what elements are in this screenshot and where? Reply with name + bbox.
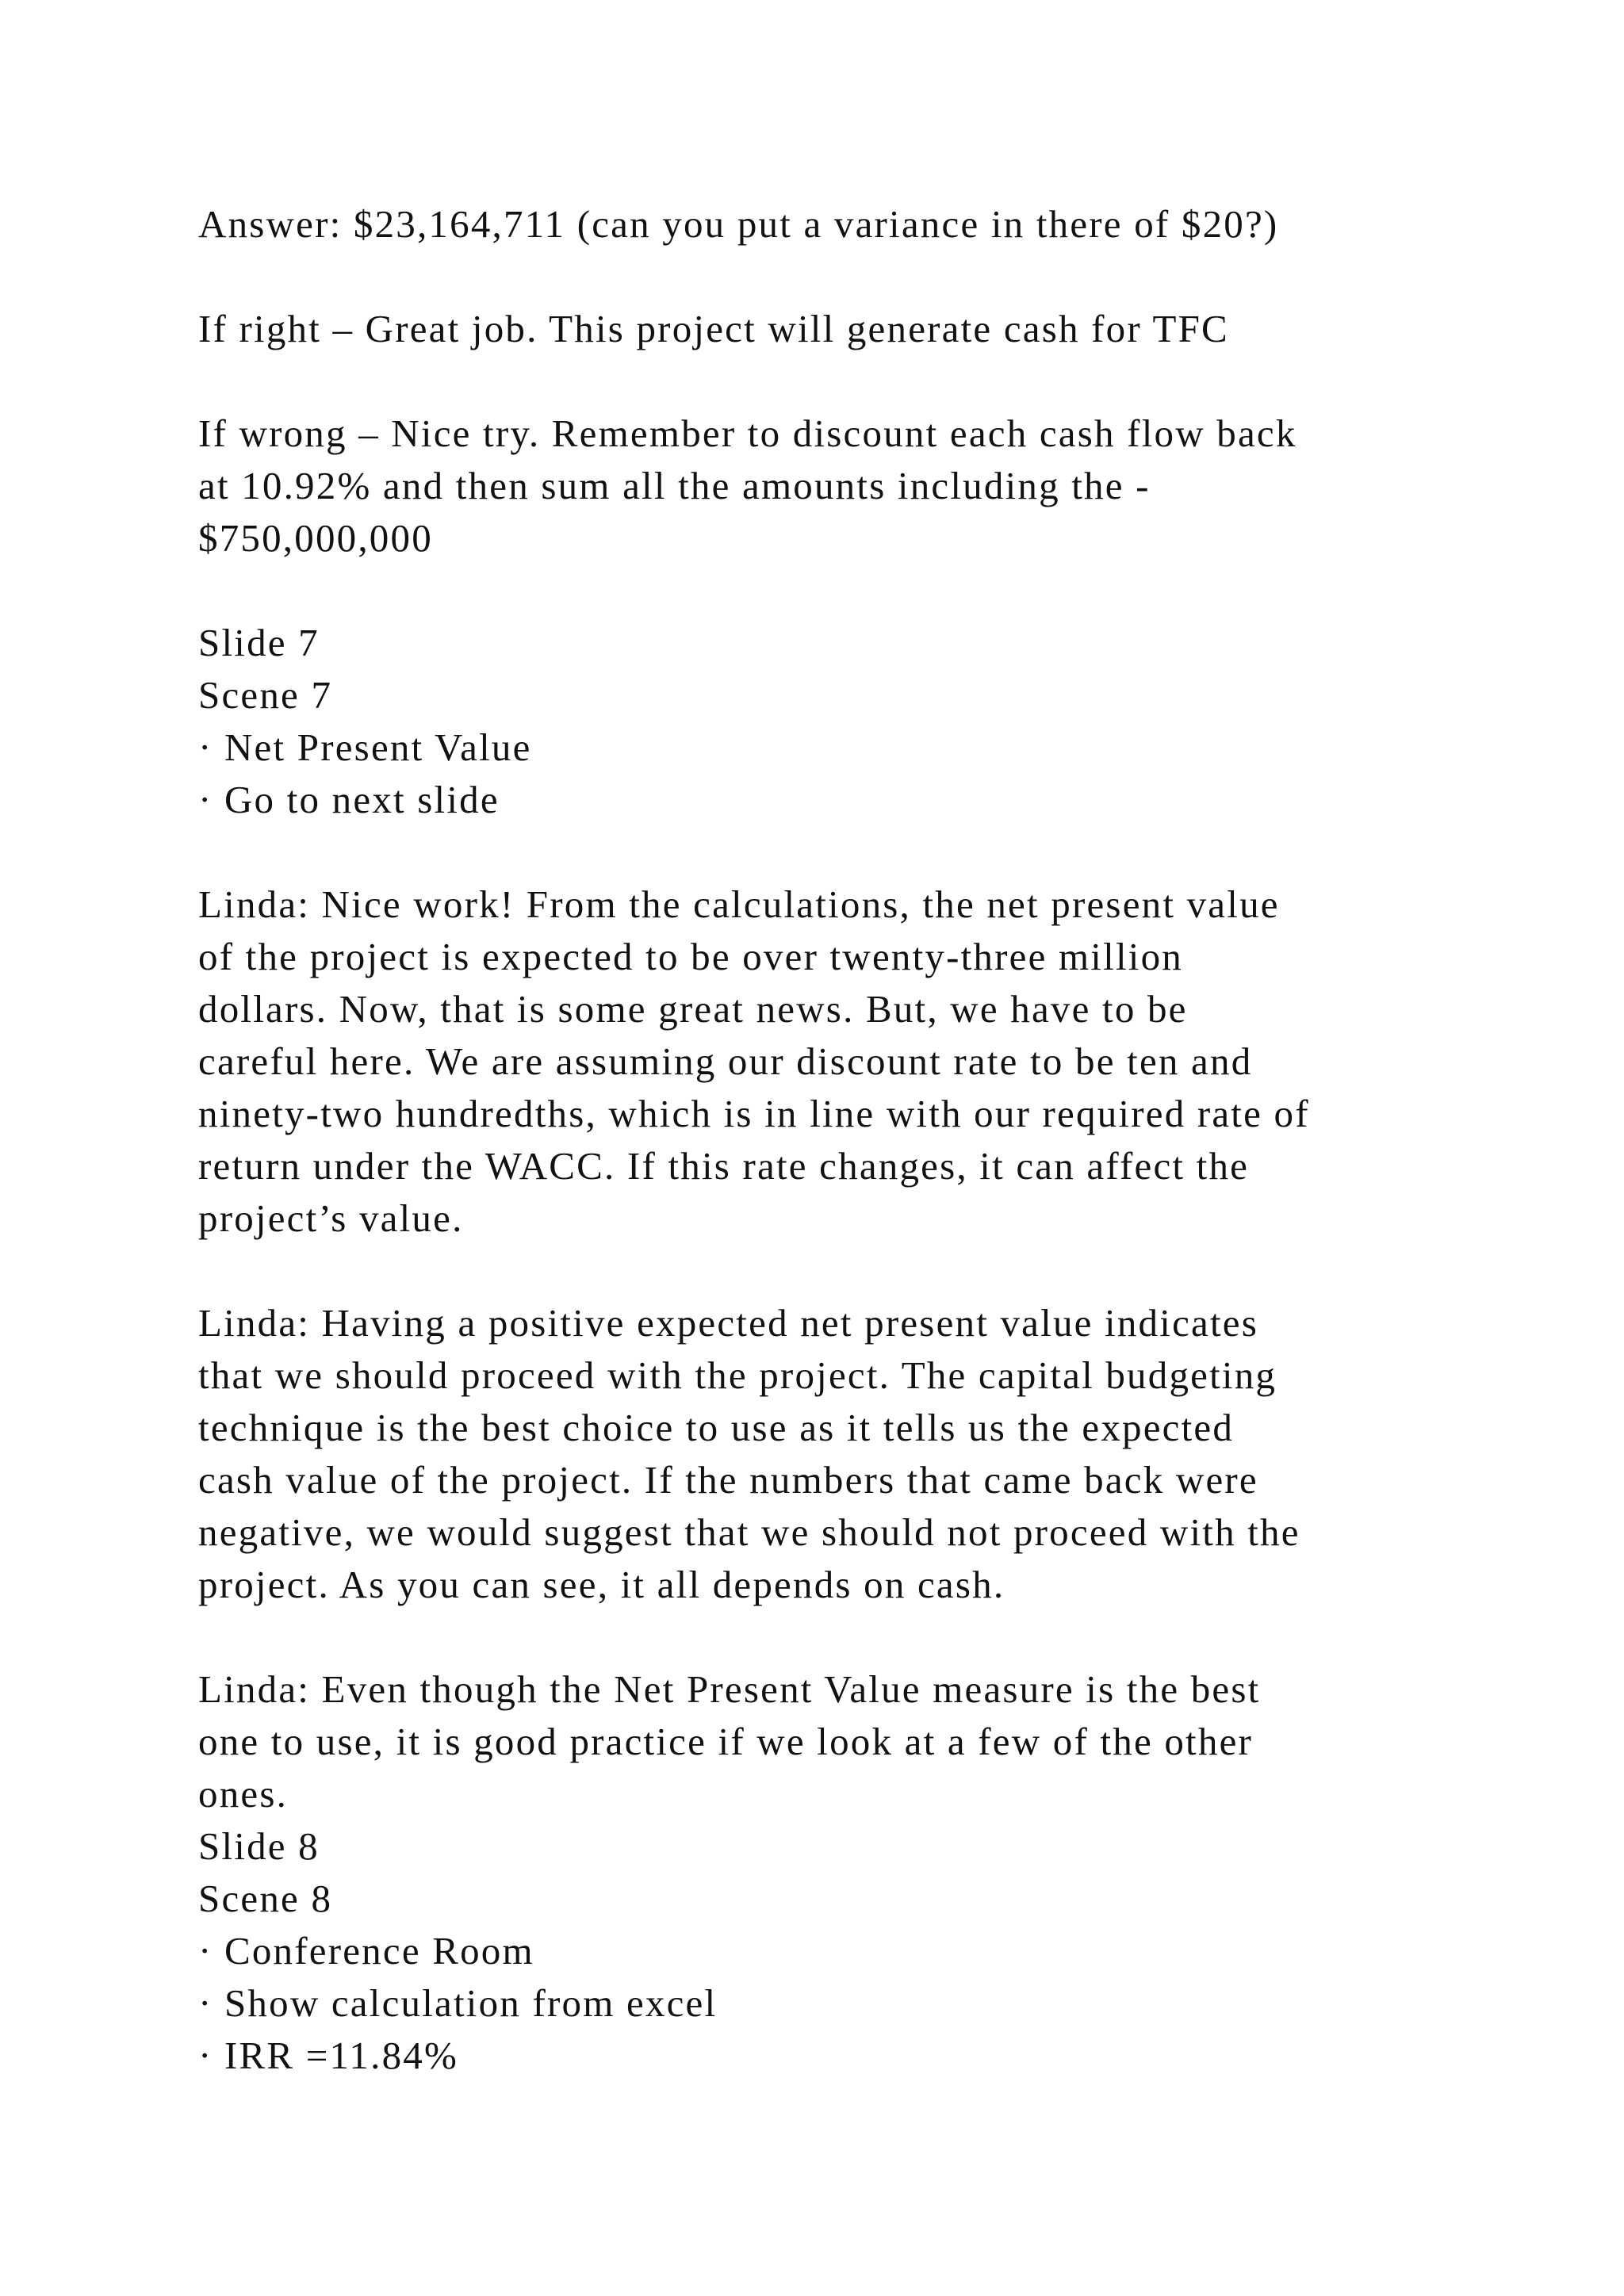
paragraph-line: of the project is expected to be over twenty-three million — [198, 935, 1183, 978]
slide-8-block — [198, 1820, 1467, 2082]
paragraph-line: technique is the best choice to use as it tells us the expected — [198, 1406, 1235, 1449]
spacer — [198, 1611, 1467, 1663]
spacer — [198, 251, 1467, 303]
linda-paragraph-1 — [198, 878, 1467, 1245]
bullet-item: · Go to next slide — [198, 778, 500, 821]
paragraph-line: one to use, it is good practice if we look at a few of the other — [198, 1720, 1254, 1763]
spacer — [198, 826, 1467, 878]
paragraph-line: at 10.92% and then sum all the amounts including the - — [198, 464, 1151, 507]
paragraph-line: project. As you can see, it all depends on cash. — [198, 1563, 1005, 1606]
linda-paragraph-3 — [198, 1663, 1467, 1820]
paragraph-line: Linda: Having a positive expected net present value indicates — [198, 1301, 1258, 1345]
spacer — [198, 564, 1467, 617]
spacer — [198, 355, 1467, 408]
paragraph-line: Linda: Nice work! From the calculations, the net present value — [198, 882, 1280, 926]
paragraph-line: return under the WACC. If this rate changes, it can affect the — [198, 1144, 1250, 1188]
slide-7-block — [198, 617, 1467, 826]
paragraph-line: Linda: Even though the Net Present Value measure is the best — [198, 1667, 1261, 1711]
bullet-item: · Net Present Value — [198, 725, 532, 769]
paragraph-line: that we should proceed with the project. The capital budgeting — [198, 1353, 1277, 1397]
slide-heading: Slide 8 — [198, 1824, 320, 1868]
linda-paragraph-2 — [198, 1297, 1467, 1611]
paragraph-line: project’s value. — [198, 1196, 464, 1240]
bullet-item: · IRR =11.84% — [198, 2034, 458, 2077]
paragraph-line: ones. — [198, 1772, 289, 1816]
document-body — [198, 198, 1467, 2082]
paragraph-line: $750,000,000 — [198, 516, 433, 560]
paragraph-line: careful here. We are assuming our discount rate to be ten and — [198, 1039, 1253, 1083]
paragraph-line: If wrong – Nice try. Remember to discount each cash flow back — [198, 411, 1297, 455]
if-wrong-paragraph — [198, 408, 1467, 564]
paragraph-line: dollars. Now, that is some great news. But, we have to be — [198, 987, 1188, 1031]
bullet-item: · Show calculation from excel — [198, 1981, 718, 2025]
bullet-item: · Conference Room — [198, 1929, 534, 1973]
spacer — [198, 1245, 1467, 1297]
slide-heading: Slide 7 — [198, 621, 320, 664]
scene-heading: Scene 8 — [198, 1877, 333, 1920]
paragraph-line: negative, we would suggest that we should not proceed with the — [198, 1510, 1300, 1554]
scene-heading: Scene 7 — [198, 673, 333, 717]
if-right-line: If right – Great job. This project will generate cash for TFC — [198, 307, 1229, 350]
answer-line: Answer: $23,164,711 (can you put a variance in there of $20?) — [198, 202, 1279, 246]
paragraph-line: ninety-two hundredths, which is in line with our required rate of — [198, 1092, 1310, 1135]
paragraph-line: cash value of the project. If the numbers that came back were — [198, 1458, 1258, 1502]
